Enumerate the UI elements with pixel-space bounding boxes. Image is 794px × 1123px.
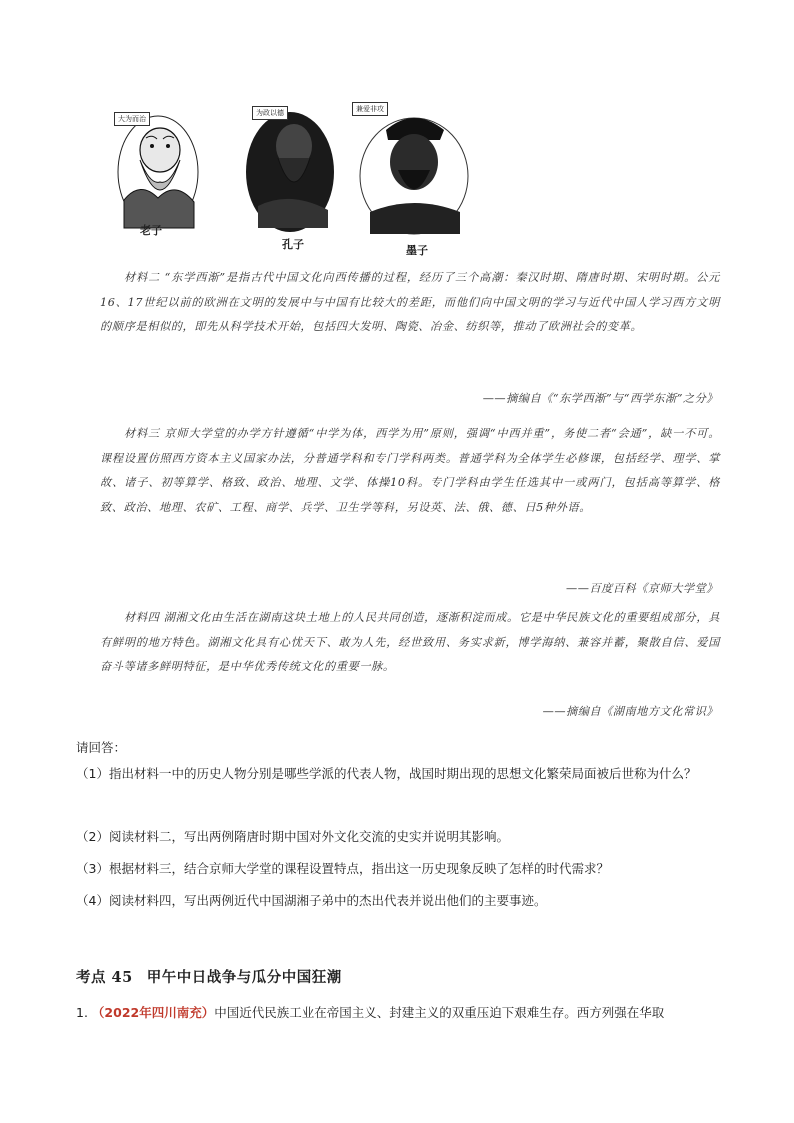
- question-2: （2）阅读材料二，写出两例隋唐时期中国对外文化交流的史实并说明其影响。: [76, 829, 509, 844]
- laozi-name: 老子: [140, 224, 162, 237]
- confucius-name: 孔子: [282, 238, 304, 251]
- material-4-text: 材料四 湖湘文化由生活在湖南这块土地上的人民共同创造，逐渐积淀而成。它是中华民族文化的重要组成部分，具有鲜明的地方特色。湖湘文化具有心忧天下、敢为人先，经世致用、务实求新，博学海纳、兼容并蓄，聚散自信、爱国奋斗等诸多鲜明特征，是中华优秀传统文化的重要一脉。: [100, 611, 720, 673]
- confucius-drawing: [238, 106, 338, 246]
- laozi-caption: 大为而治: [114, 112, 150, 126]
- mozi-caption: 兼爱非攻: [352, 102, 388, 116]
- material-3-source: ——百度百科《京师大学堂》: [566, 582, 718, 595]
- confucius-caption: 为政以德: [252, 106, 288, 120]
- item-text: 中国近代民族工业在帝国主义、封建主义的双重压迫下艰难生存。西方列强在华取: [214, 1005, 665, 1020]
- mozi-portrait: [348, 96, 478, 256]
- material-2-source: ——摘编自《“东学西渐”与“西学东渐”之分》: [482, 392, 718, 405]
- section-label: 考点 45: [76, 969, 133, 986]
- mozi-drawing: [348, 96, 478, 256]
- questions-intro: 请回答：: [76, 740, 127, 755]
- material-2-text: 材料二 “东学西渐”是指古代中国文化向西传播的过程，经历了三个高潮：秦汉时期、隋唐时期、宋明时期。公元16、17世纪以前的欧洲在文明的发展中与中国有比较大的差距，而他们向中国文明的学习与近代中国人学习西方文明的顺序是相似的，即先从科学技术开始，包括四大发明、陶瓷、冶金、纺织等，推动了欧洲社会的变革。: [100, 271, 720, 333]
- material-4-source: ——摘编自《湖南地方文化常识》: [542, 705, 718, 718]
- question-1: （1）指出材料一中的历史人物分别是哪些学派的代表人物，战国时期出现的思想文化繁荣局面被后世称为什么？: [76, 766, 697, 781]
- question-item-1: [76, 1003, 736, 1021]
- section-heading: [76, 966, 356, 987]
- portraits-figure: [100, 96, 480, 264]
- laozi-portrait: [110, 110, 200, 240]
- confucius-portrait: [238, 106, 338, 251]
- laozi-drawing: [110, 110, 200, 240]
- question-3: （3）根据材料三，结合京师大学堂的课程设置特点，指出这一历史现象反映了怎样的时代需求？: [76, 861, 609, 876]
- mozi-name: 墨子: [406, 244, 428, 257]
- question-4: （4）阅读材料四，写出两例近代中国湖湘子弟中的杰出代表并说出他们的主要事迹。: [76, 893, 547, 908]
- item-source-tag: （2022年四川南充）: [91, 1005, 215, 1020]
- item-number: 1.: [76, 1005, 88, 1020]
- material-3-text: 材料三 京师大学堂的办学方针遵循“中学为体，西学为用”原则，强调“中西并重”，务使二者“会通”，缺一不可。课程设置仿照西方资本主义国家办法，分普通学科和专门学科两类。普通学科为全体学生必修课，包括经学、理学、掌故、诸子、初等算学、格致、政治、地理、文学、体操10科。专门学科由学生任选其中一或两门，包括高等算学、格致、政治、地理、农矿、工程、商学、兵学、卫生学等科，另设英、法、俄、德、日5种外语。: [100, 427, 720, 514]
- section-title-text: 甲午中日战争与瓜分中国狂潮: [146, 969, 342, 986]
